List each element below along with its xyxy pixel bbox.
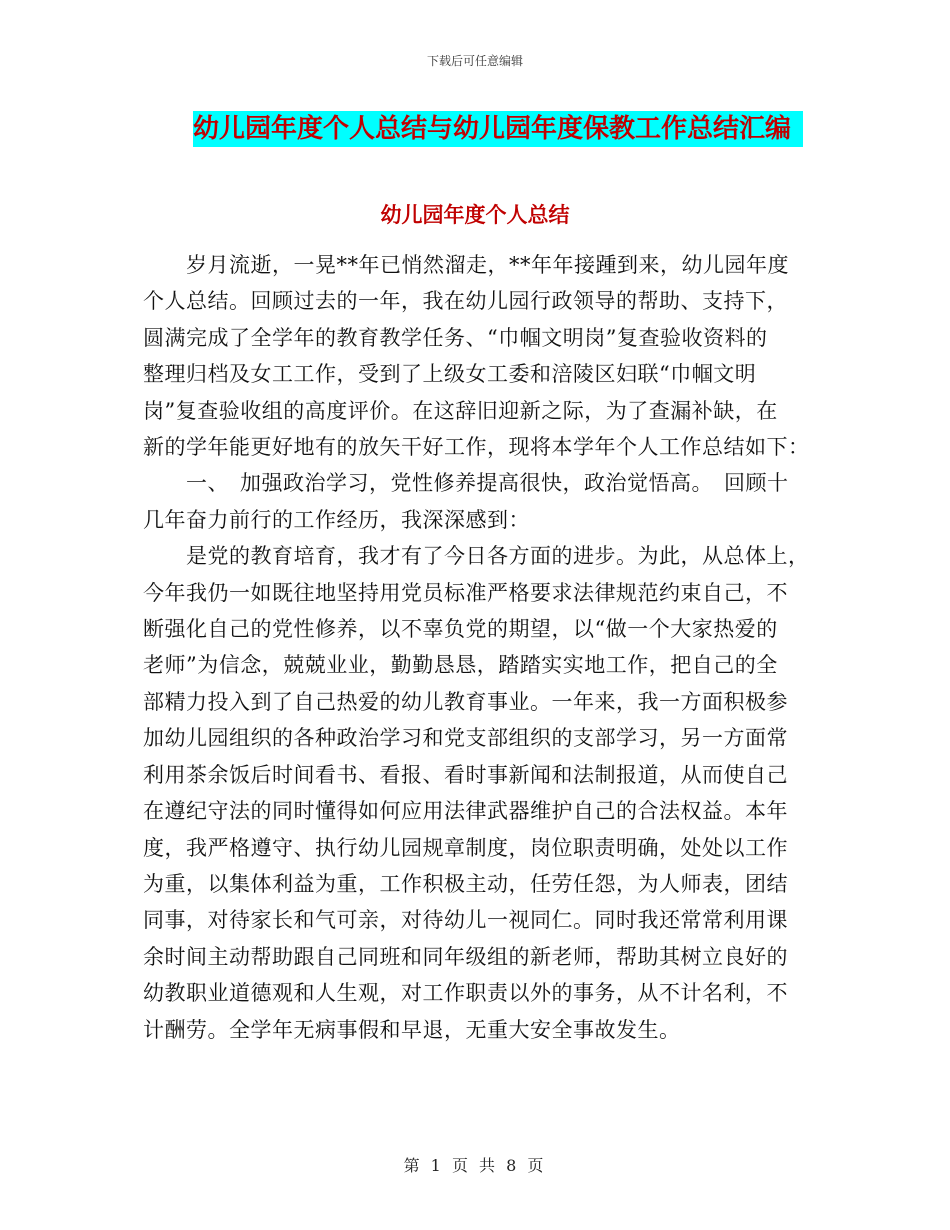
- document-body: [143, 247, 810, 1048]
- body-line: 今年我仍一如既往地坚持用党员标准严格要求法律规范约束自己，不: [143, 580, 788, 605]
- body-line: 是党的教育培育，我才有了今日各方面的进步。为此，从总体上，: [143, 544, 810, 569]
- body-line: 个人总结。回顾过去的一年，我在幼儿园行政领导的帮助、支持下，: [143, 289, 788, 314]
- document-title: 幼儿园年度个人总结与幼儿园年度保教工作总结汇编: [193, 111, 803, 147]
- body-line: 余时间主动帮助跟自己同班和同年级组的新老师，帮助其树立良好的: [143, 944, 788, 969]
- body-line: 计酬劳。全学年无病事假和早退，无重大安全事故发生。: [143, 1017, 681, 1042]
- body-line: 度，我严格遵守、执行幼儿园规章制度，岗位职责明确，处处以工作: [143, 835, 788, 860]
- body-line: 利用茶余饭后时间看书、看报、看时事新闻和法制报道，从而使自己: [143, 762, 788, 787]
- page-header-note: 下载后可任意编辑: [426, 54, 523, 68]
- body-line: 一、 加强政治学习，党性修养提高很快，政治觉悟高。 回顾十: [143, 471, 789, 496]
- body-line: 岁月流逝，一晃**年已悄然溜走，**年年接踵到来，幼儿园年度: [143, 253, 789, 277]
- body-line: 整理归档及女工工作，受到了上级女工委和涪陵区妇联“巾帼文明: [143, 362, 757, 387]
- body-line: 部精力投入到了自己热爱的幼儿教育事业。一年来，我一方面积极参: [143, 689, 788, 714]
- body-line: 岗”复查验收组的高度评价。在这辞旧迎新之际，为了查漏补缺，在: [143, 398, 778, 423]
- body-line: 断强化自己的党性修养，以不辜负党的期望，以“做一个大家热爱的: [143, 617, 778, 642]
- body-line: 幼教职业道德观和人生观，对工作职责以外的事务，从不计名利，不: [143, 981, 788, 1006]
- body-line: 加幼儿园组织的各种政治学习和党支部组织的支部学习，另一方面常: [143, 726, 788, 751]
- body-line: 为重，以集体利益为重，工作积极主动，任劳任怨，为人师表，团结: [143, 871, 788, 896]
- page-number: 第 1 页 共 8 页: [403, 1156, 547, 1175]
- body-line: 圆满完成了全学年的教育教学任务、“巾帼文明岗”复查验收资料的: [143, 325, 768, 350]
- body-line: 同事，对待家长和气可亲，对待幼儿一视同仁。同时我还常常利用课: [143, 908, 788, 933]
- body-line: 老师”为信念，兢兢业业，勤勤恳恳，踏踏实实地工作，把自己的全: [143, 653, 778, 678]
- body-line: 新的学年能更好地有的放矢干好工作，现将本学年个人工作总结如下：: [143, 435, 810, 460]
- body-line: 几年奋力前行的工作经历，我深深感到：: [143, 507, 530, 532]
- section-title: 幼儿园年度个人总结: [380, 203, 570, 227]
- body-line: 在遵纪守法的同时懂得如何应用法律武器维护自己的合法权益。本年: [143, 799, 788, 824]
